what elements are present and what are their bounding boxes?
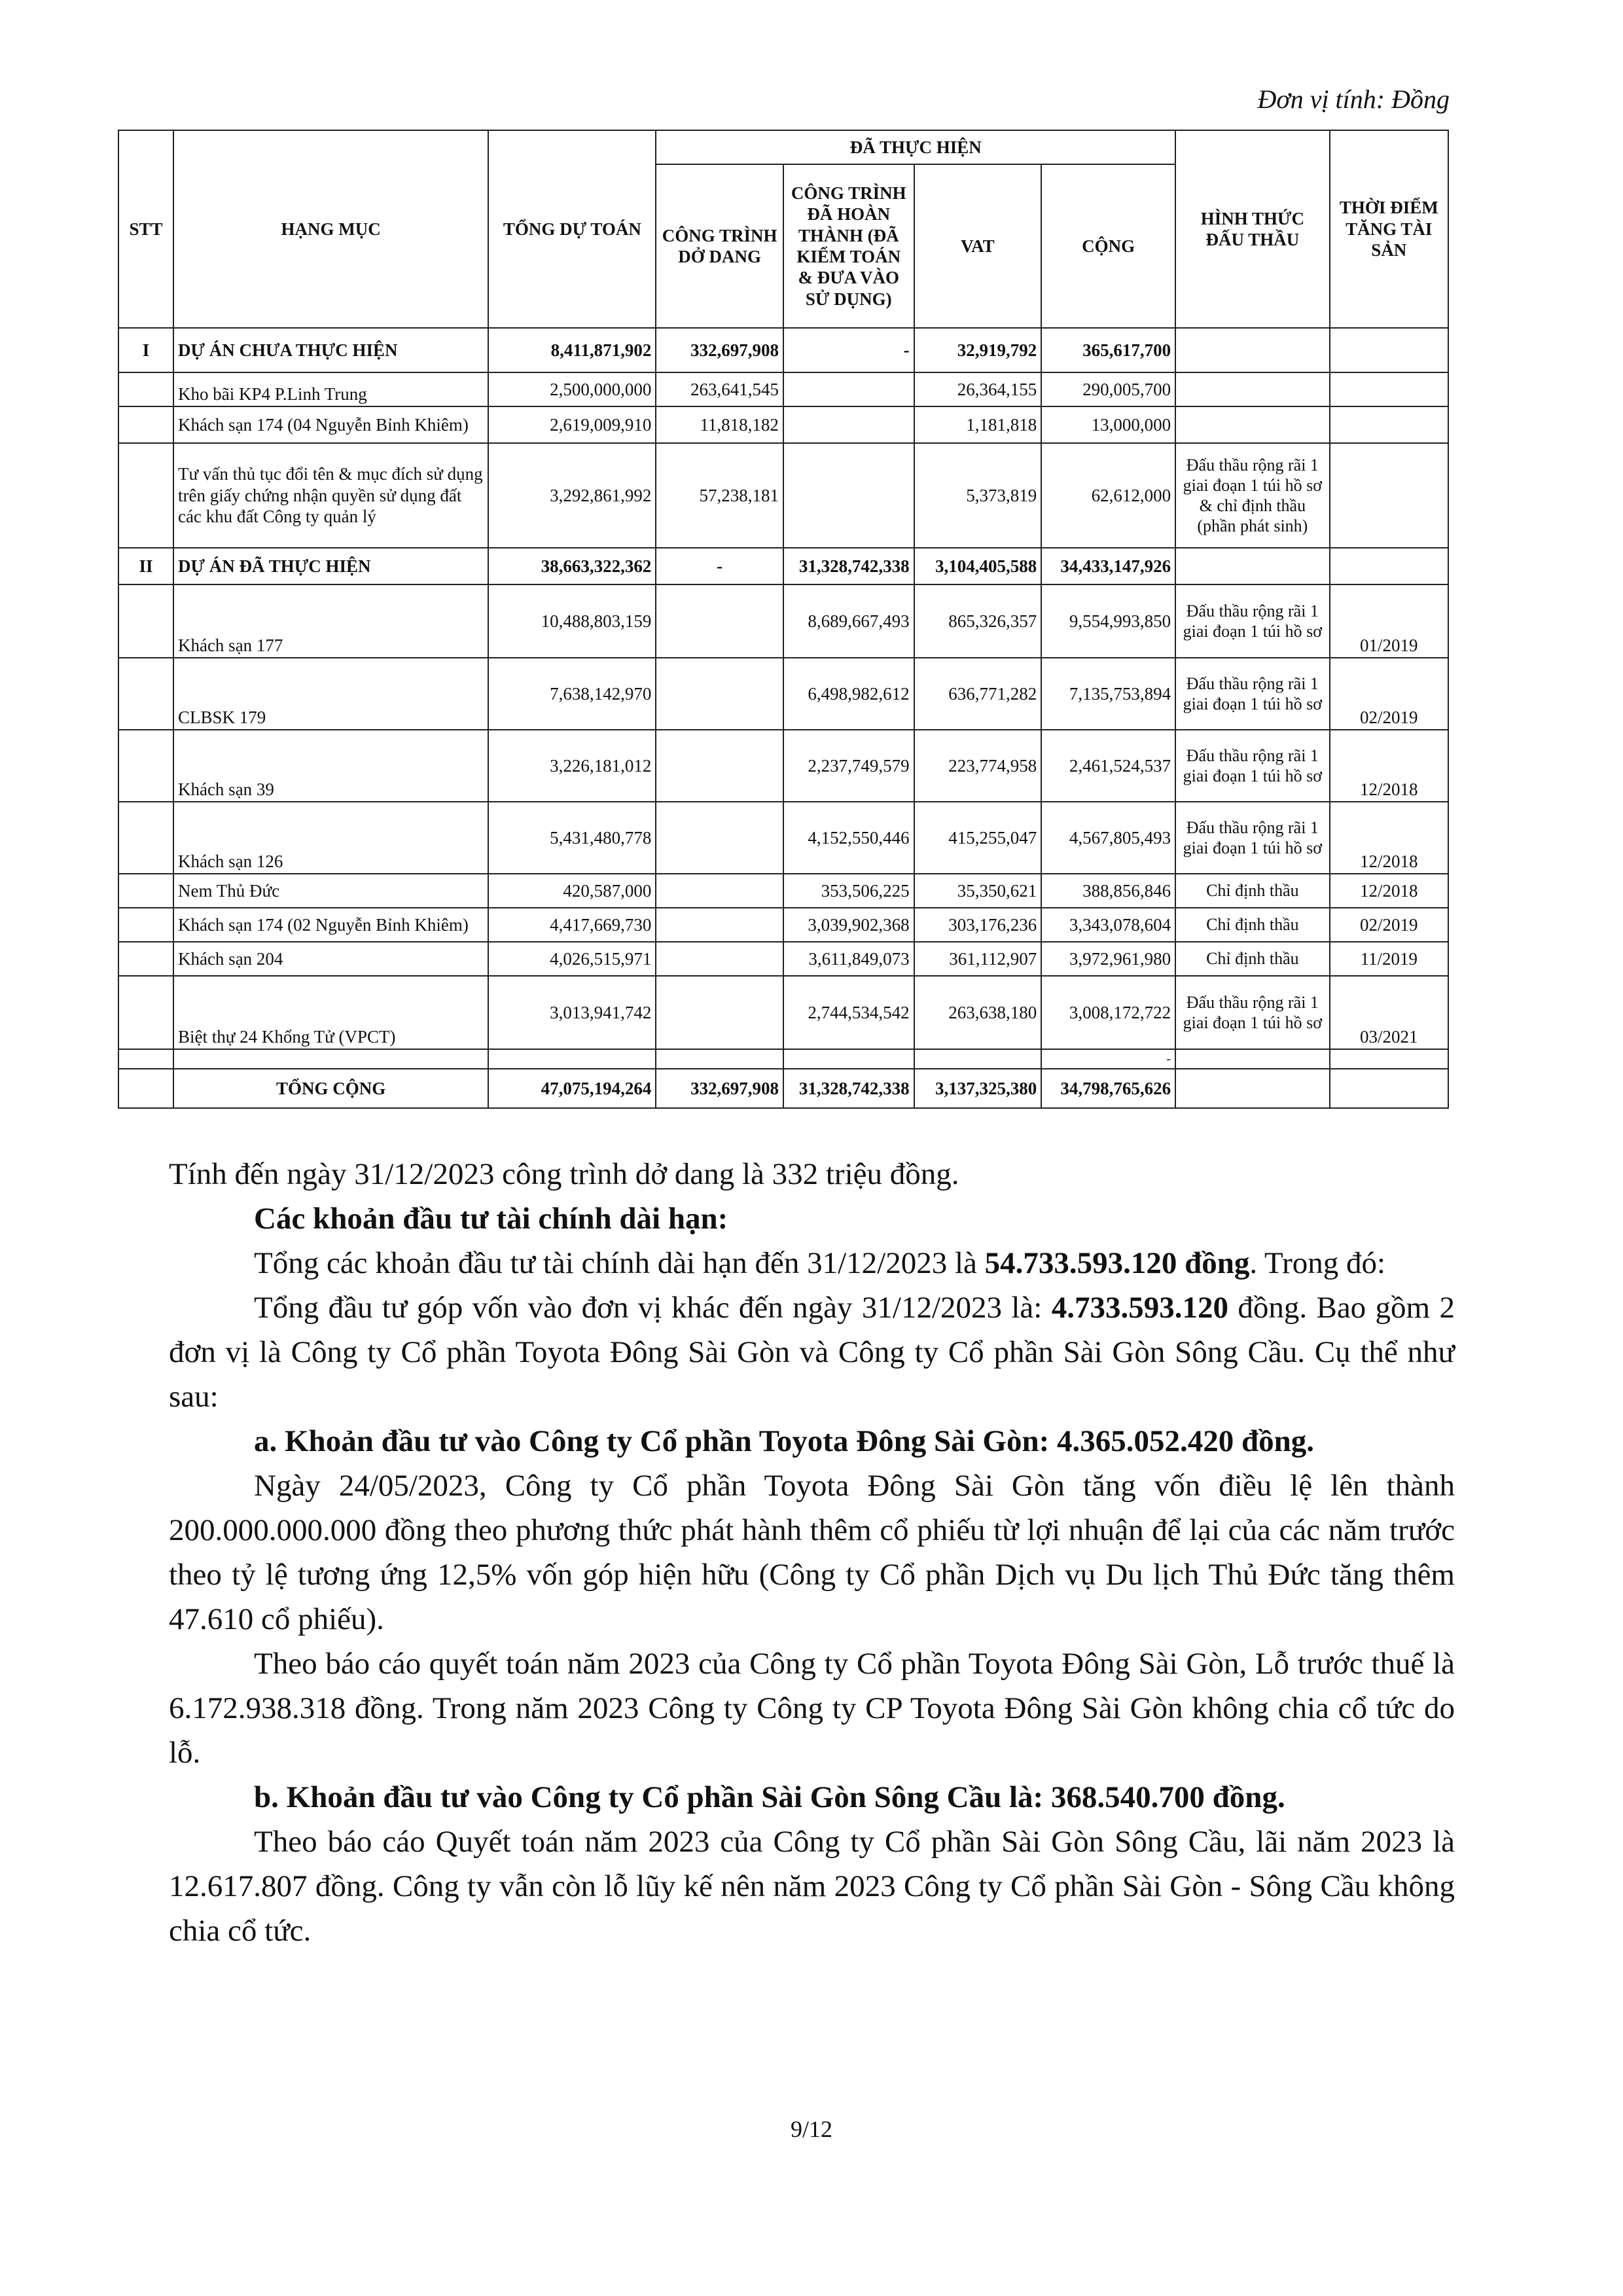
unit-label: Đơn vị tính: Đồng	[1257, 84, 1450, 114]
table-row: Khách sạn 204 4,026,515,971 3,611,849,073 361,112,907 3,972,961,980 Chỉ định thầu 11/2019	[118, 942, 1448, 976]
paragraph-toyota-result: Theo báo cáo quyết toán năm 2023 của Công ty Cổ phần Toyota Đông Sài Gòn, Lỗ trước thuế là 6.172.938.318 đồng. Trong năm 2023 Công ty Công ty CP Toyota Đông Sài Gòn không chia cổ tức do lỗ.	[169, 1647, 1455, 1770]
table-total-row: TỔNG CỘNG 47,075,194,264 332,697,908 31,328,742,338 3,137,325,380 34,798,765,626	[118, 1069, 1448, 1108]
project-table	[118, 130, 1449, 1109]
header-vat: VAT	[914, 164, 1042, 328]
heading-long-term-investments: Các khoản đầu tư tài chính dài hạn:	[254, 1202, 728, 1236]
table-row: I DỰ ÁN CHƯA THỰC HIỆN 8,411,871,902 332,697,908 - 32,919,792 365,617,700	[118, 328, 1448, 372]
header-thoi-diem: THỜI ĐIỂM TĂNG TÀI SẢN	[1330, 130, 1448, 328]
paragraph-song-cau-result: Theo báo cáo Quyết toán năm 2023 của Công ty Cổ phần Sài Gòn Sông Cầu, lãi năm 2023 là 12.617.807 đồng. Công ty vẫn còn lỗ lũy kế nên năm 2023 Công ty Cổ phần Sài Gòn - Sông Cầu không chia cổ tức.	[169, 1825, 1455, 1948]
heading-song-cau-investment: b. Khoản đầu tư vào Công ty Cổ phần Sài Gòn Sông Cầu là: 368.540.700 đồng.	[254, 1780, 1285, 1814]
body-text	[169, 1152, 1455, 1953]
header-wip: CÔNG TRÌNH DỞ DANG	[656, 164, 783, 328]
table-row: Khách sạn 174 (04 Nguyễn Bỉnh Khiêm) 2,619,009,910 11,818,182 1,181,818 13,000,000	[118, 406, 1448, 443]
table-row: Kho bãi KP4 P.Linh Trung 2,500,000,000 263,641,545 26,364,155 290,005,700	[118, 372, 1448, 406]
paragraph-toyota-capital: Ngày 24/05/2023, Công ty Cổ phần Toyota Đông Sài Gòn tăng vốn điều lệ lên thành 200.000.000.000 đồng theo phương thức phát hành thêm cổ phiếu từ lợi nhuận để lại của các năm trước theo tỷ lệ tương ứng 12,5% vốn góp hiện hữu (Công ty Cổ phần Dịch vụ Du lịch Thủ Đức tăng thêm 47.610 cổ phiếu).	[169, 1469, 1455, 1636]
table-row: CLBSK 179 7,638,142,970 6,498,982,612 636,771,282 7,135,753,894 Đấu thầu rộng rãi 1 giai đoạn 1 túi hồ sơ 02/2019	[118, 658, 1448, 730]
header-done: CÔNG TRÌNH ĐÃ HOÀN THÀNH (ĐÃ KIỂM TOÁN & ĐƯA VÀO SỬ DỤNG)	[783, 164, 914, 328]
table-row: II DỰ ÁN ĐÃ THỰC HIỆN 38,663,322,362 - 31,328,742,338 3,104,405,588 34,433,147,926	[118, 548, 1448, 584]
paragraph-capital-contribution: Tổng đầu tư góp vốn vào đơn vị khác đến ngày 31/12/2023 là: 4.733.593.120 đồng. Bao gồm 2 đơn vị là Công ty Cổ phần Toyota Đông Sài Gòn và Công ty Cổ phần Sài Gòn Sông Cầu. Cụ thể như sau:	[169, 1291, 1455, 1414]
table-row: Tư vấn thủ tục đổi tên & mục đích sử dụng trên giấy chứng nhận quyền sử dụng đất các khu đất Công ty quản lý 3,292,861,992 57,238,181 5,373,819 62,612,000 Đấu thầu rộng rãi 1 giai đoạn 1 túi hồ sơ & chỉ định thầu (phần phát sinh)	[118, 443, 1448, 548]
paragraph-wip: Tính đến ngày 31/12/2023 công trình dở dang là 332 triệu đồng.	[169, 1157, 959, 1191]
header-da-thuc-hien: ĐÃ THỰC HIỆN	[656, 130, 1175, 164]
table-row: Khách sạn 177 10,488,803,159 8,689,667,493 865,326,357 9,554,993,850 Đấu thầu rộng rãi 1 giai đoạn 1 túi hồ sơ 01/2019	[118, 584, 1448, 658]
table-row: Khách sạn 174 (02 Nguyễn Bỉnh Khiêm) 4,417,669,730 3,039,902,368 303,176,236 3,343,078,604 Chỉ định thầu 02/2019	[118, 908, 1448, 942]
table-row: Khách sạn 39 3,226,181,012 2,237,749,579 223,774,958 2,461,524,537 Đấu thầu rộng rãi 1 giai đoạn 1 túi hồ sơ 12/2018	[118, 730, 1448, 802]
table-row: Biệt thự 24 Khổng Tử (VPCT) 3,013,941,742 2,744,534,542 263,638,180 3,008,172,722 Đấu thầu rộng rãi 1 giai đoạn 1 túi hồ sơ 03/2021	[118, 976, 1448, 1049]
header-sum: CỘNG	[1041, 164, 1175, 328]
header-stt: STT	[118, 130, 173, 328]
header-hinh-thuc: HÌNH THỨC ĐẤU THẦU	[1175, 130, 1330, 328]
table-row: -	[118, 1049, 1448, 1069]
heading-toyota-investment: a. Khoản đầu tư vào Công ty Cổ phần Toyota Đông Sài Gòn: 4.365.052.420 đồng.	[254, 1424, 1315, 1458]
table-row: Nem Thủ Đức 420,587,000 353,506,225 35,350,621 388,856,846 Chỉ định thầu 12/2018	[118, 874, 1448, 908]
header-hang-muc: HẠNG MỤC	[173, 130, 488, 328]
page-number: 9/12	[790, 2116, 832, 2142]
table-row: Khách sạn 126 5,431,480,778 4,152,550,446 415,255,047 4,567,805,493 Đấu thầu rộng rãi 1 giai đoạn 1 túi hồ sơ 12/2018	[118, 802, 1448, 874]
header-tong-du-toan: TỔNG DỰ TOÁN	[488, 130, 656, 328]
paragraph-total-investment: Tổng các khoản đầu tư tài chính dài hạn đến 31/12/2023 là 54.733.593.120 đồng. Trong đó:	[254, 1246, 1386, 1280]
